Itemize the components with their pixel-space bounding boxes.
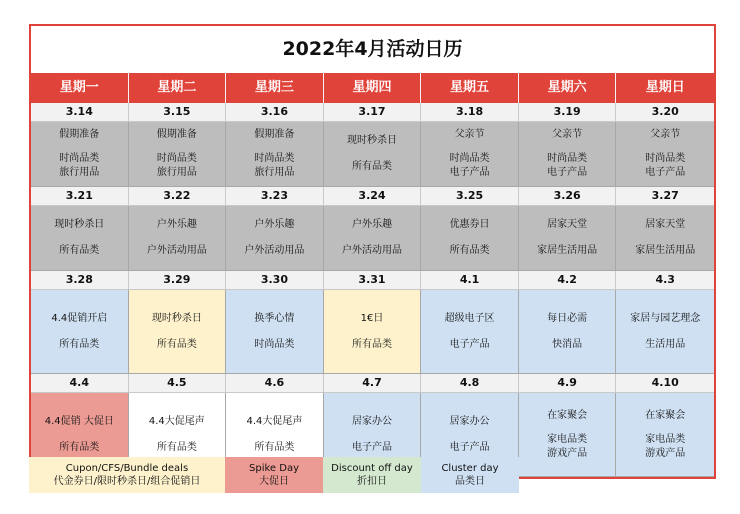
event-line-1: 父亲节 <box>454 129 485 140</box>
event-line-1: 换季心情 <box>254 312 295 324</box>
event-line-2: 时尚品类 <box>156 153 197 164</box>
legend-label-en: Cupon/CFS/Bundle deals <box>65 463 189 474</box>
date-cell: 4.9 <box>519 374 617 393</box>
event-line-2: 户外活动用品 <box>244 245 305 256</box>
event-line-1: 每日必需 <box>547 312 588 324</box>
event-line-2: 时尚品类 <box>254 338 295 350</box>
legend-label-en: Discount off day <box>331 463 413 474</box>
event-line-2: 生活用品 <box>645 338 686 350</box>
event-line-1: 4.4促销开启 <box>51 312 108 324</box>
event-line-1: 4.4大促尾声 <box>246 415 303 427</box>
event-cell <box>421 290 519 374</box>
event-cell <box>519 206 617 271</box>
event-line-1: 父亲节 <box>552 129 583 140</box>
calendar-title: 2022年4月活动日历 <box>31 26 714 73</box>
event-cell <box>31 206 129 271</box>
event-line-1: 户外乐趣 <box>351 219 392 230</box>
event-line-2: 所有品类 <box>449 245 490 256</box>
event-cell <box>226 122 324 187</box>
date-cell: 3.31 <box>324 271 422 290</box>
event-row <box>31 206 714 271</box>
event-line-2: 快消品 <box>552 338 583 350</box>
event-line-3: 游戏产品 <box>547 447 588 459</box>
event-cell <box>226 290 324 374</box>
date-cell: 3.18 <box>421 103 519 122</box>
event-line-2: 电子产品 <box>449 441 490 453</box>
event-line-2: 电子产品 <box>351 441 392 453</box>
date-cell: 3.23 <box>226 187 324 206</box>
event-cell <box>616 290 714 374</box>
weekday-header-row <box>31 73 714 103</box>
legend <box>29 457 519 493</box>
event-cell <box>519 122 617 187</box>
event-cell <box>129 206 227 271</box>
date-cell: 3.24 <box>324 187 422 206</box>
date-cell: 3.29 <box>129 271 227 290</box>
date-cell: 3.19 <box>519 103 617 122</box>
event-line-2: 时尚品类 <box>645 153 686 164</box>
event-line-2: 所有品类 <box>156 441 197 453</box>
legend-label-zh: 大促日 <box>259 476 289 487</box>
event-cell <box>616 122 714 187</box>
event-line-2: 所有品类 <box>254 441 295 453</box>
event-line-3: 电子产品 <box>449 167 490 178</box>
event-line-3: 旅行用品 <box>59 167 100 178</box>
date-cell: 4.2 <box>519 271 617 290</box>
legend-label-zh: 折扣日 <box>357 476 387 487</box>
event-line-3: 电子产品 <box>547 167 588 178</box>
weekday-monday: 星期一 <box>31 73 129 103</box>
event-line-2: 所有品类 <box>351 338 392 350</box>
legend-item-cluster <box>421 457 519 493</box>
date-cell: 3.30 <box>226 271 324 290</box>
event-line-2: 家居生活用品 <box>537 245 598 256</box>
event-line-1: 1€日 <box>360 312 384 324</box>
event-line-1: 现时秒杀日 <box>346 135 397 146</box>
date-cell: 3.16 <box>226 103 324 122</box>
event-line-1: 居家天堂 <box>645 219 686 230</box>
event-line-1: 4.4促销 大促日 <box>44 415 114 427</box>
date-cell: 3.28 <box>31 271 129 290</box>
event-cell <box>324 122 422 187</box>
event-line-2: 电子产品 <box>449 338 490 350</box>
event-line-3: 旅行用品 <box>156 167 197 178</box>
event-cell <box>324 290 422 374</box>
date-row <box>31 374 714 393</box>
event-cell <box>616 393 714 477</box>
date-cell: 4.5 <box>129 374 227 393</box>
event-line-1: 优惠券日 <box>449 219 490 230</box>
event-line-2: 家电品类 <box>645 433 686 445</box>
event-line-1: 假期准备 <box>254 129 295 140</box>
date-row <box>31 103 714 122</box>
event-row <box>31 290 714 374</box>
event-line-1: 户外乐趣 <box>156 219 197 230</box>
legend-label-en: Cluster day <box>441 463 499 474</box>
event-line-1: 假期准备 <box>156 129 197 140</box>
date-cell: 3.26 <box>519 187 617 206</box>
event-cell <box>421 122 519 187</box>
date-cell: 4.10 <box>616 374 714 393</box>
date-cell: 3.22 <box>129 187 227 206</box>
legend-item-spike <box>225 457 323 493</box>
event-line-2: 所有品类 <box>351 161 392 172</box>
event-line-2: 户外活动用品 <box>341 245 402 256</box>
date-row <box>31 187 714 206</box>
event-line-2: 时尚品类 <box>59 153 100 164</box>
date-cell: 3.21 <box>31 187 129 206</box>
event-cell <box>129 290 227 374</box>
event-line-1: 父亲节 <box>650 129 681 140</box>
date-cell: 3.25 <box>421 187 519 206</box>
event-cell <box>616 206 714 271</box>
event-cell <box>31 290 129 374</box>
event-line-1: 现时秒杀日 <box>151 312 202 324</box>
legend-item-discount <box>323 457 421 493</box>
event-line-2: 所有品类 <box>59 441 100 453</box>
weekday-sunday: 星期日 <box>645 80 685 95</box>
event-line-1: 假期准备 <box>59 129 100 140</box>
event-cell <box>421 206 519 271</box>
weekday-friday: 星期五 <box>421 73 519 103</box>
event-cell <box>519 393 617 477</box>
event-cell <box>519 290 617 374</box>
calendar-table <box>29 24 716 479</box>
event-line-2: 所有品类 <box>59 338 100 350</box>
event-line-1: 在家聚会 <box>547 409 588 421</box>
date-cell: 4.4 <box>31 374 129 393</box>
event-line-2: 时尚品类 <box>547 153 588 164</box>
date-cell: 4.7 <box>324 374 422 393</box>
event-line-1: 超级电子区 <box>444 312 495 324</box>
legend-label-en: Spike Day <box>249 463 299 474</box>
date-cell: 3.15 <box>129 103 227 122</box>
event-line-1: 现时秒杀日 <box>54 219 105 230</box>
event-line-2: 所有品类 <box>59 245 100 256</box>
event-cell <box>129 122 227 187</box>
event-line-2: 家居生活用品 <box>635 245 696 256</box>
event-line-1: 户外乐趣 <box>254 219 295 230</box>
date-cell: 3.27 <box>616 187 714 206</box>
date-cell: 4.6 <box>226 374 324 393</box>
date-cell: 4.3 <box>616 271 714 290</box>
event-line-1: 居家天堂 <box>547 219 588 230</box>
date-cell: 4.1 <box>421 271 519 290</box>
event-row <box>31 122 714 187</box>
weekday-wednesday: 星期三 <box>226 73 324 103</box>
event-line-2: 所有品类 <box>156 338 197 350</box>
event-line-1: 居家办公 <box>449 415 490 427</box>
event-line-1: 4.4大促尾声 <box>148 415 205 427</box>
date-cell: 3.20 <box>616 103 714 122</box>
date-cell: 3.14 <box>31 103 129 122</box>
weekday-saturday: 星期六 <box>519 73 617 103</box>
weeks-container <box>31 103 714 477</box>
event-line-3: 旅行用品 <box>254 167 295 178</box>
date-row <box>31 271 714 290</box>
legend-label-zh: 品类日 <box>455 476 485 487</box>
event-line-2: 户外活动用品 <box>146 245 207 256</box>
event-line-1: 家居与园艺理念 <box>630 312 701 324</box>
event-line-3: 游戏产品 <box>645 447 686 459</box>
date-cell: 3.17 <box>324 103 422 122</box>
event-line-2: 家电品类 <box>547 433 588 445</box>
event-line-1: 在家聚会 <box>645 409 686 421</box>
event-line-2: 时尚品类 <box>449 153 490 164</box>
event-cell <box>226 206 324 271</box>
date-cell: 4.8 <box>421 374 519 393</box>
event-line-1: 居家办公 <box>351 415 392 427</box>
event-cell <box>324 206 422 271</box>
weekday-tuesday: 星期二 <box>129 73 227 103</box>
event-line-3: 电子产品 <box>645 167 686 178</box>
legend-item-coupon <box>29 457 225 493</box>
event-cell <box>31 122 129 187</box>
weekday-thursday: 星期四 <box>324 73 422 103</box>
legend-label-zh: 代金券日/限时秒杀日/组合促销日 <box>53 476 201 487</box>
event-line-2: 时尚品类 <box>254 153 295 164</box>
